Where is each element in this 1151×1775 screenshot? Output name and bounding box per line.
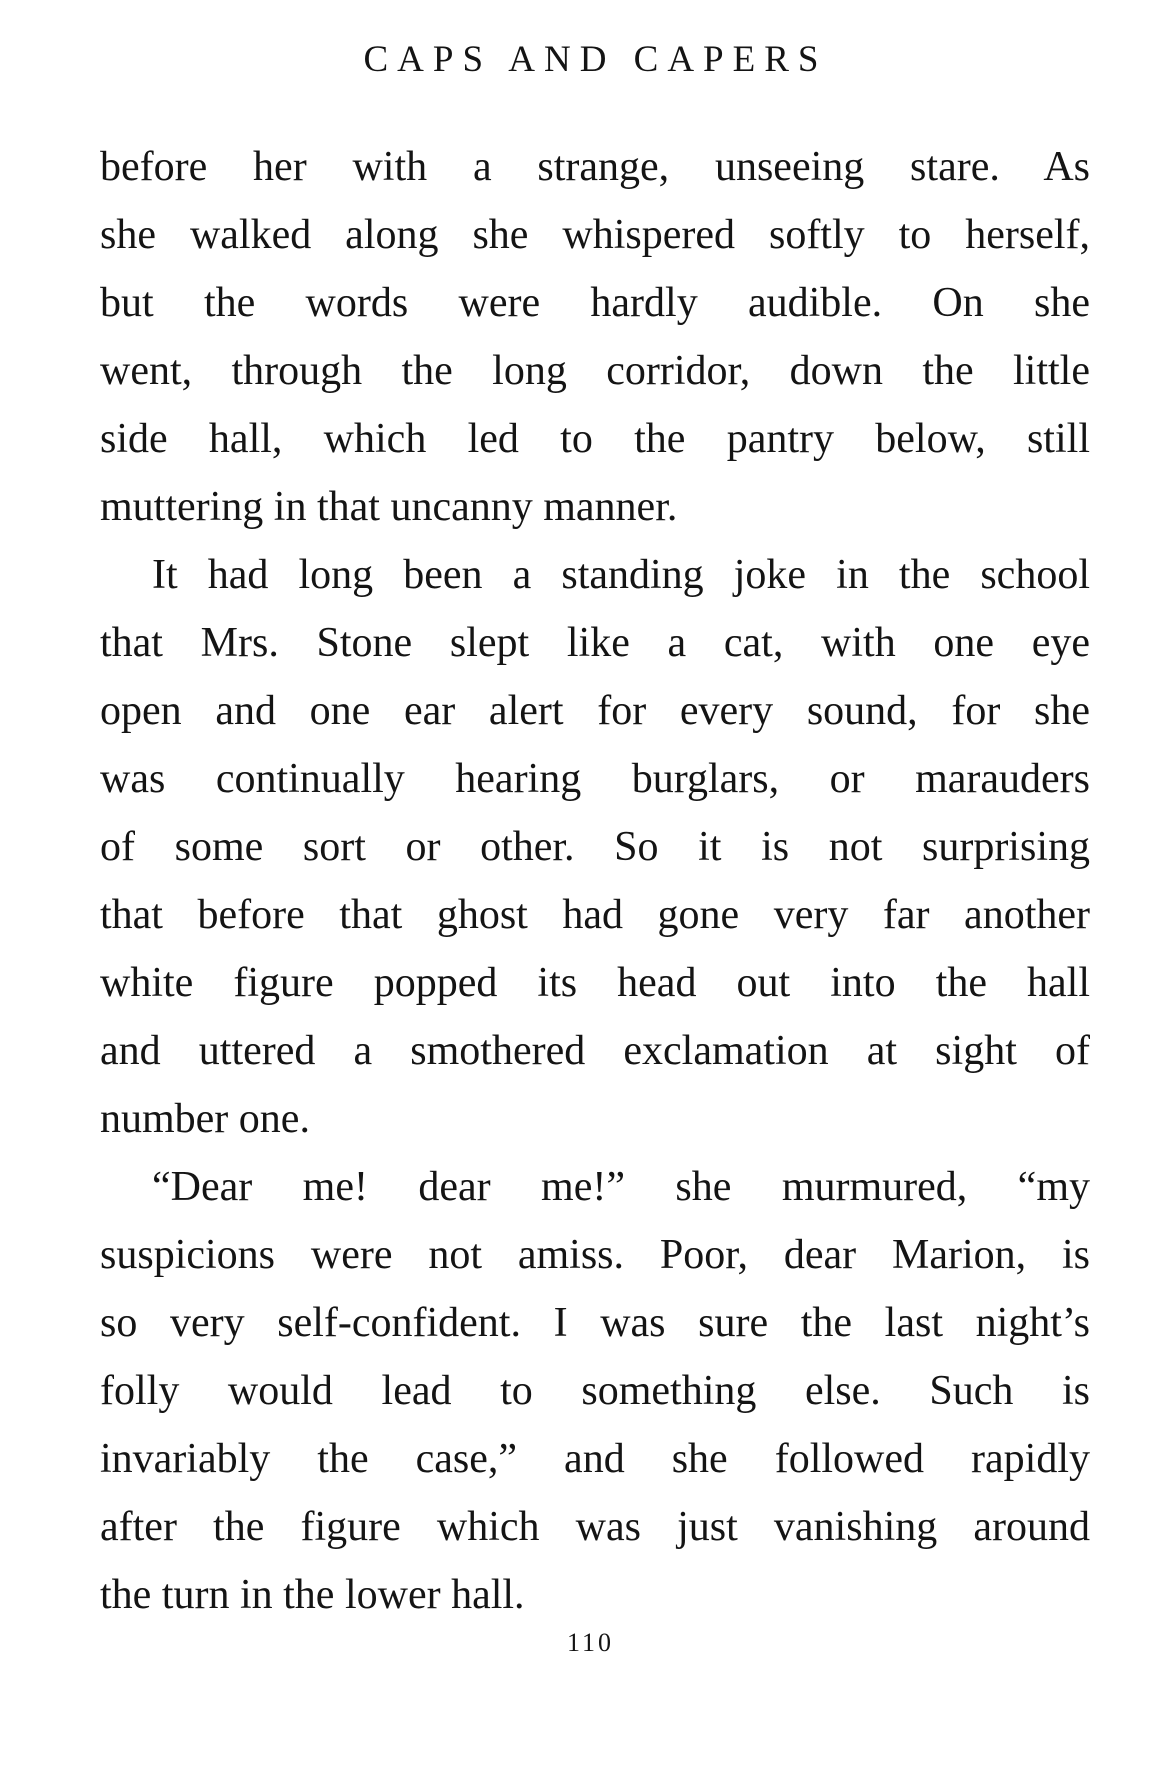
- text-line: open and one ear alert for every sound, for she: [100, 688, 1090, 734]
- text-line: after the figure which was just vanishing around: [100, 1504, 1090, 1550]
- text-line: before her with a strange, unseeing stare. As: [100, 144, 1090, 190]
- text-line: that before that ghost had gone very far another: [100, 892, 1090, 938]
- text-line: “Dear me! dear me!” she murmured, “my: [152, 1164, 1090, 1210]
- running-head: CAPS AND CAPERS: [363, 39, 828, 80]
- text-line: muttering in that uncanny manner.: [100, 484, 678, 530]
- text-line: folly would lead to something else. Such is: [100, 1368, 1090, 1414]
- body-text: [100, 133, 1090, 1629]
- text-line: suspicions were not amiss. Poor, dear Marion, is: [100, 1232, 1090, 1278]
- text-line: she walked along she whispered softly to herself,: [100, 212, 1090, 258]
- text-line: number one.: [100, 1096, 310, 1142]
- text-line: that Mrs. Stone slept like a cat, with one eye: [100, 620, 1090, 666]
- text-line: side hall, which led to the pantry below, still: [100, 416, 1090, 462]
- text-line: of some sort or other. So it is not surprising: [100, 824, 1090, 870]
- text-line: so very self-confident. I was sure the last night’s: [100, 1300, 1090, 1346]
- text-line: went, through the long corridor, down the little: [100, 348, 1090, 394]
- text-line: white figure popped its head out into the hall: [100, 960, 1090, 1006]
- text-line: was continually hearing burglars, or marauders: [100, 756, 1090, 802]
- text-line: and uttered a smothered exclamation at sight of: [100, 1028, 1090, 1074]
- text-line: but the words were hardly audible. On she: [100, 280, 1090, 326]
- text-line: the turn in the lower hall.: [100, 1572, 525, 1618]
- page-number: 110: [566, 1628, 615, 1657]
- text-line: It had long been a standing joke in the school: [152, 552, 1090, 598]
- text-line: invariably the case,” and she followed rapidly: [100, 1436, 1090, 1482]
